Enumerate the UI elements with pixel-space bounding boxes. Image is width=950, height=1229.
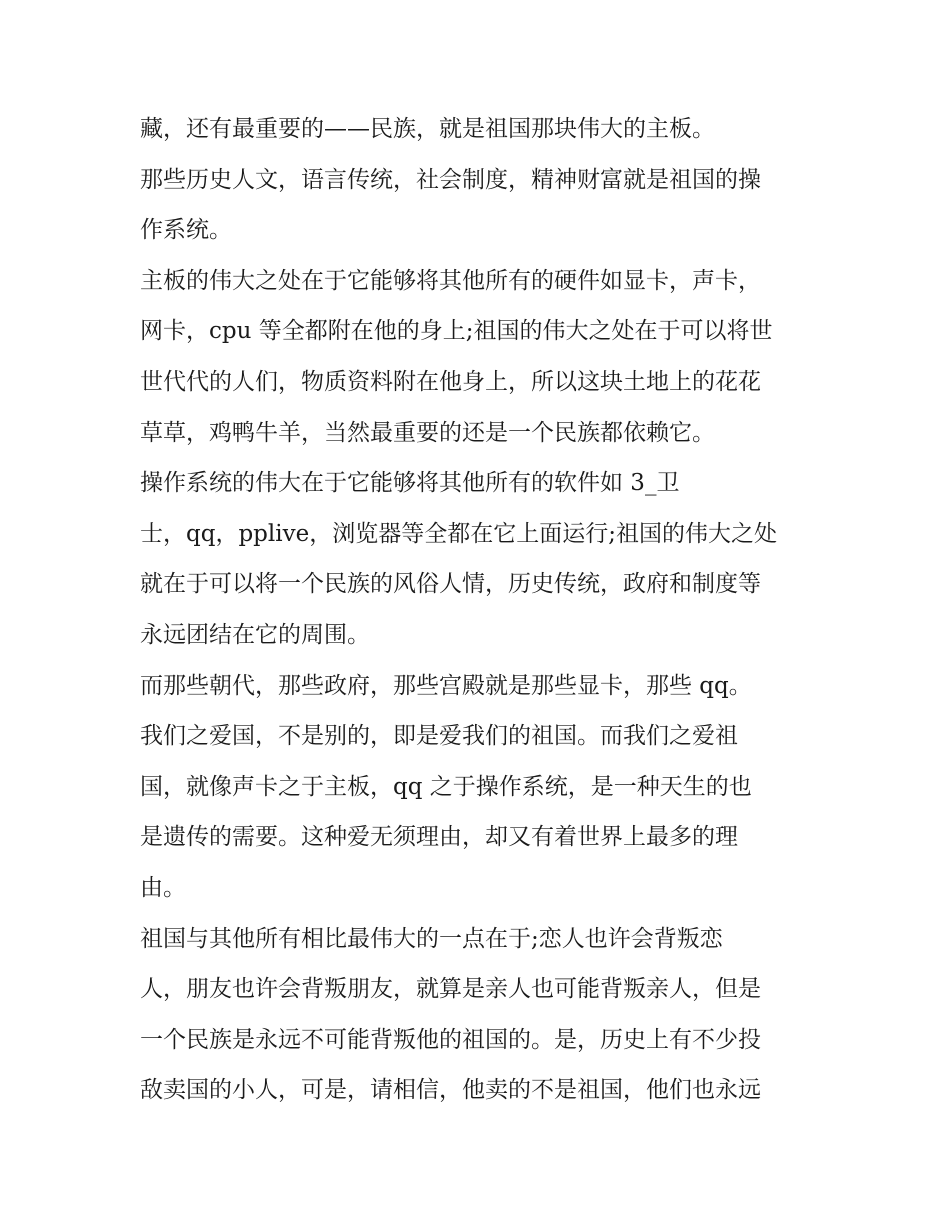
text-line: 一个民族是永远不可能背叛他的祖国的。是，历史上有不少投: [140, 1026, 761, 1053]
text-line: 国，就像声卡之于主板，qq 之于操作系统，是一种天生的也: [140, 773, 752, 800]
text-line: 就在于可以将一个民族的风俗人情，历史传统，政府和制度等: [140, 571, 761, 598]
text-line: 藏，还有最重要的——民族，就是祖国那块伟大的主板。: [140, 116, 715, 142]
text-line: 由。: [140, 874, 186, 901]
document-body: [140, 104, 820, 1116]
text-line: 作系统。: [140, 217, 232, 244]
text-line: 是遗传的需要。这种爱无须理由，却又有着世界上最多的理: [140, 824, 738, 851]
text-line: 人，朋友也许会背叛朋友，就算是亲人也可能背叛亲人，但是: [140, 976, 761, 1003]
text-line: 那些历史人文，语言传统，社会制度，精神财富就是祖国的操: [140, 166, 761, 193]
text-line: 祖国与其他所有相比最伟大的一点在于;恋人也许会背叛恋: [140, 925, 723, 952]
text-line: 主板的伟大之处在于它能够将其他所有的硬件如显卡，声卡，: [140, 267, 761, 294]
text-line: 世代代的人们，物质资料附在他身上，所以这块土地上的花花: [140, 368, 761, 395]
text-line: 我们之爱国，不是别的，即是爱我们的祖国。而我们之爱祖: [140, 723, 738, 750]
text-line: 永远团结在它的周围。: [140, 621, 370, 648]
text-line: 网卡，cpu 等全都附在他的身上;祖国的伟大之处在于可以将世: [140, 318, 773, 345]
text-line: 而那些朝代，那些政府，那些宫殿就是那些显卡，那些 qq。: [140, 672, 752, 699]
text-line: 敌卖国的小人，可是，请相信，他卖的不是祖国，他们也永远: [140, 1077, 761, 1104]
text-line: 草草，鸡鸭牛羊，当然最重要的还是一个民族都依赖它。: [140, 419, 715, 446]
text-line: 操作系统的伟大在于它能够将其他所有的软件如 3_卫: [140, 470, 680, 497]
text-line: 士，qq，pplive，浏览器等全都在它上面运行;祖国的伟大之处: [140, 520, 777, 547]
